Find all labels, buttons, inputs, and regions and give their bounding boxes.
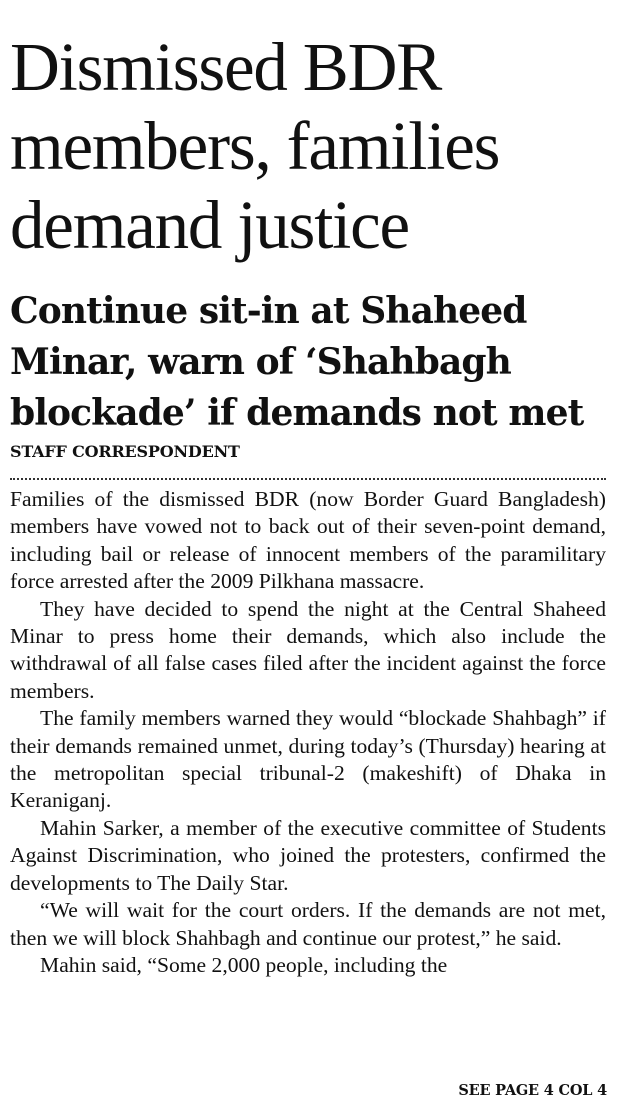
paragraph: Families of the dismissed BDR (now Border Guard Bangladesh) members have vowed not to back out of their seven-point demand, including bail or release of innocent members of the paramilitary force arrested after the 2009 Pilkhana massacre. [10, 487, 606, 594]
paragraph: Mahin Sarker, a member of the executive committee of Students Against Discrimination, who joined the protesters, confirmed the developments to The Daily Star. [10, 815, 606, 895]
paragraph: The family members warned they would “blockade Shahbagh” if their demands remained unmet, during today’s (Thursday) hearing at the metropolitan special tribunal-2 (makeshift) of Dhaka in Keraniganj. [10, 706, 606, 813]
dotted-divider [10, 478, 606, 480]
subheadline: Continue sit-in at Shaheed Minar, warn of ‘Shahbagh blockade’ if demands not met [10, 290, 584, 434]
continuation-note: SEE PAGE 4 COL 4 [458, 1082, 607, 1099]
article-body [10, 486, 606, 979]
paragraph: “We will wait for the court orders. If the demands are not met, then we will block Shahbagh and continue our protest,” he said. [10, 898, 606, 950]
headline: Dismissed BDR members, families demand justice [10, 29, 500, 263]
paragraph: Mahin said, “Some 2,000 people, including the [40, 952, 448, 977]
byline: STAFF CORRESPONDENT [10, 442, 240, 461]
paragraph: They have decided to spend the night at the Central Shaheed Minar to press home their demands, which also include the withdrawal of all false cases filed after the incident against the force members. [10, 596, 606, 703]
